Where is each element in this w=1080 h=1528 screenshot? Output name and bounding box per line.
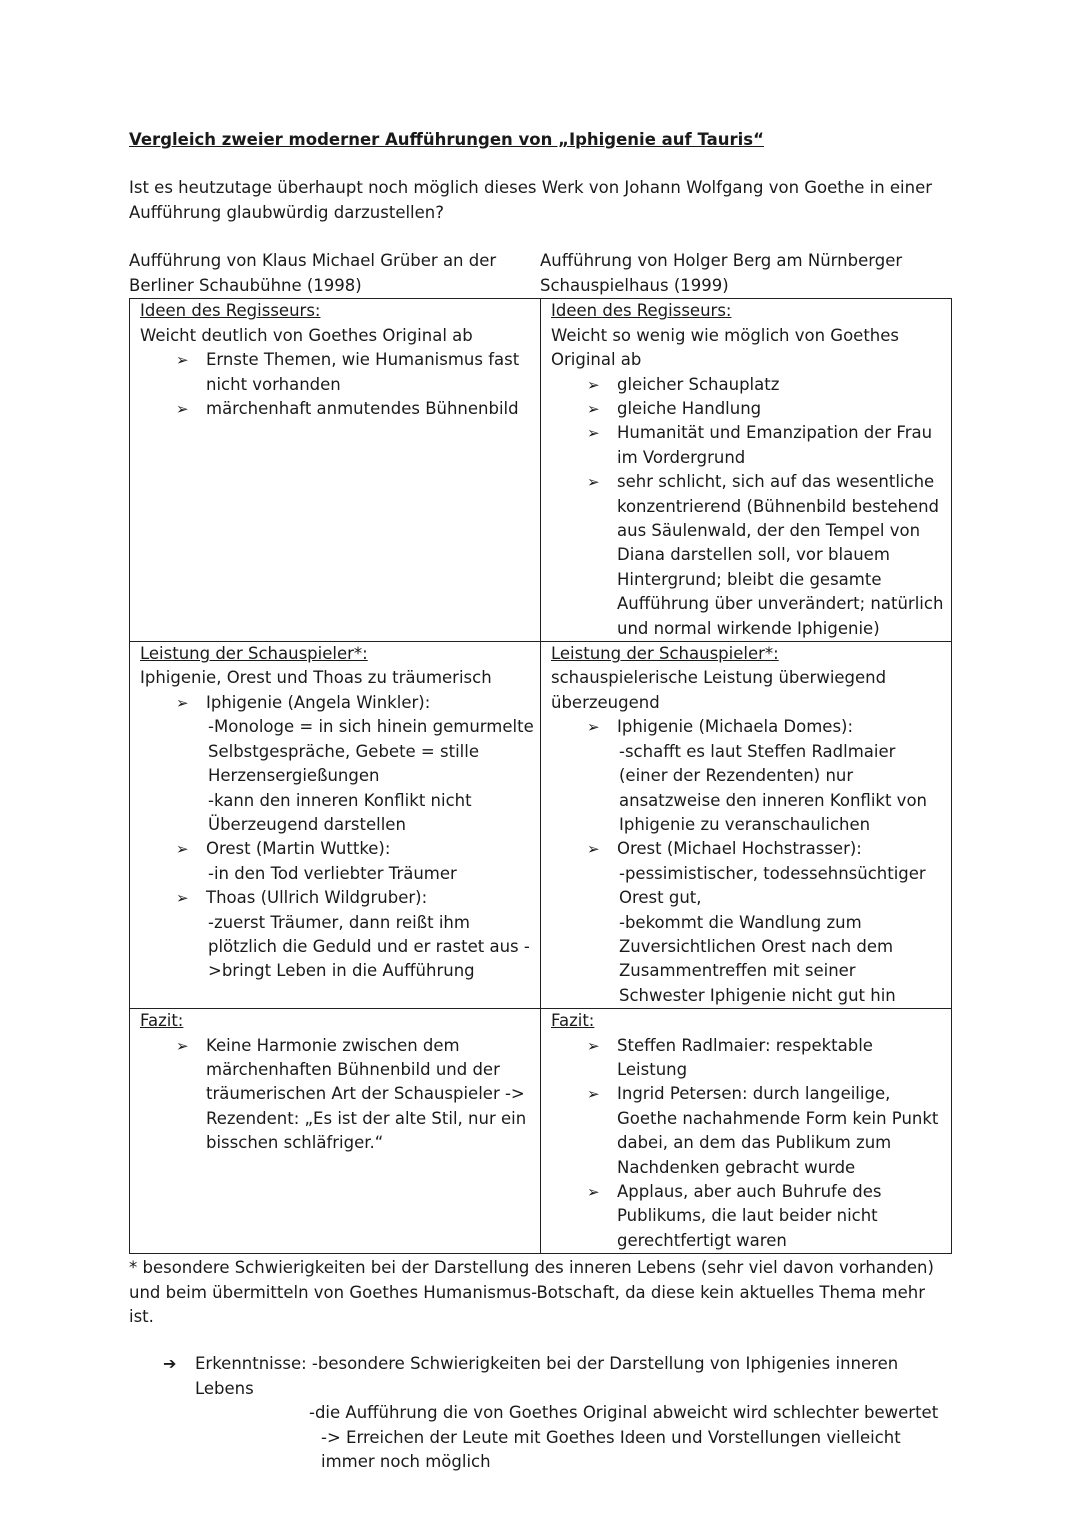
list-ideen-left — [140, 348, 534, 421]
conclusion-line: -> Erreichen der Leute mit Goethes Ideen und Vorstellungen vielleicht immer noch möglich — [321, 1427, 901, 1472]
list-item — [176, 837, 534, 886]
row-leistung — [130, 642, 952, 1009]
left-column-heading: Aufführung von Klaus Michael Grüber an der Berliner Schaubühne (1998) — [129, 251, 497, 295]
cell-leistung-left — [130, 642, 541, 1009]
list-item — [587, 837, 945, 1008]
row-ideen — [130, 299, 952, 642]
label-fazit-right: Fazit: — [551, 1011, 595, 1031]
comparison-table — [129, 298, 952, 1254]
row-fazit — [130, 1009, 952, 1254]
list-fazit-left — [140, 1034, 534, 1156]
list-item: ➢ Ernste Themen, wie Humanismus fast nicht vorhanden — [176, 348, 534, 397]
label-leistung-left: Leistung der Schauspieler*: — [140, 644, 368, 664]
column-headings — [129, 249, 952, 298]
conclusion-line: Erkenntnisse: -besondere Schwierigkeiten bei der Darstellung von Iphigenies inneren Lebens — [195, 1354, 899, 1398]
actor-note: -bekommt die Wandlung zum Zuversichtlichen Orest nach dem Zusammentreffen mit seiner Schwester Iphigenie nicht gut hin — [619, 912, 896, 1005]
actor-note: -zuerst Träumer, dann reißt ihm plötzlich die Geduld und er rastet aus ->bringt Leben in die Aufführung — [208, 912, 530, 981]
actor-note: -Monologe = in sich hinein gemurmelte Selbstgespräche, Gebete = stille Herzensergießungen — [208, 717, 534, 786]
actor-heading: Orest (Michael Hochstrasser): — [617, 839, 862, 859]
list-item: ➢ Keine Harmonie zwischen dem märchenhaften Bühnenbild und der träumerischen Art der Schauspieler -> Rezendent: „Es ist der alte Stil, nur ein bisschen schläfriger.“ — [176, 1034, 534, 1156]
list-item: ➢ gleicher Schauplatz — [587, 373, 945, 397]
right-column-heading: Aufführung von Holger Berg am Nürnberger Schauspielhaus (1999) — [540, 251, 903, 295]
cell-leistung-right — [541, 642, 952, 1009]
list-item — [587, 715, 945, 837]
list-item — [176, 691, 534, 837]
list-item — [176, 886, 534, 984]
question-paragraph: Ist es heutzutage überhaupt noch möglich dieses Werk von Johann Wolfgang von Goethe in einer Aufführung glaubwürdig darzustellen? — [129, 178, 933, 222]
cell-fazit-left — [130, 1009, 541, 1254]
cell-fazit-right — [541, 1009, 952, 1254]
actor-heading: Iphigenie (Angela Winkler): — [206, 692, 431, 712]
intro-leistung-left: Iphigenie, Orest und Thoas zu träumerisch — [140, 668, 492, 688]
label-fazit-left: Fazit: — [140, 1011, 184, 1031]
document-title: Vergleich zweier moderner Aufführungen von „Iphigenie auf Tauris“ — [129, 130, 764, 149]
list-item: ➢ märchenhaft anmutendes Bühnenbild — [176, 397, 534, 421]
actor-note: -in den Tod verliebter Träumer — [208, 863, 457, 883]
actor-heading: Thoas (Ullrich Wildgruber): — [206, 888, 428, 908]
conclusion-line: -die Aufführung die von Goethes Original abweicht wird schlechter bewertet — [309, 1403, 939, 1423]
list-item: ➢ gleiche Handlung — [587, 397, 945, 421]
cell-ideen-left — [130, 299, 541, 642]
list-item: ➢ Ingrid Petersen: durch langeilige, Goethe nachahmende Form kein Punkt dabei, an dem das Publikum zum Nachdenken gebracht wurde — [587, 1082, 945, 1180]
list-leistung-right — [551, 715, 945, 1008]
list-item: ➢ Steffen Radlmaier: respektable Leistung — [587, 1034, 945, 1083]
list-item: ➢ Humanität und Emanzipation der Frau im Vordergrund — [587, 421, 945, 470]
list-ideen-right — [551, 373, 945, 641]
label-ideen-right: Ideen des Regisseurs: — [551, 301, 732, 321]
list-item: ➢ sehr schlicht, sich auf das wesentliche konzentrierend (Bühnenbild bestehend aus Säulenwald, der den Tempel von Diana darstellen soll, vor blauem Hintergrund; bleibt die gesamte Aufführung über unverändert; natürlich und normal wirkende Iphigenie) — [587, 470, 945, 641]
label-ideen-left: Ideen des Regisseurs: — [140, 301, 321, 321]
actor-note: -schafft es laut Steffen Radlmaier (einer der Rezendenten) nur ansatzweise den inneren Konflikt von Iphigenie zu veranschaulichen — [619, 741, 927, 834]
label-leistung-right: Leistung der Schauspieler*: — [551, 644, 779, 664]
arrow-right-icon: ➔ — [163, 1354, 177, 1373]
list-leistung-left — [140, 691, 534, 984]
list-fazit-right — [551, 1034, 945, 1254]
intro-ideen-right: Weicht so wenig wie möglich von Goethes Original ab — [551, 325, 899, 370]
intro-ideen-left: Weicht deutlich von Goethes Original ab — [140, 325, 473, 345]
cell-ideen-right — [541, 299, 952, 642]
actor-heading: Orest (Martin Wuttke): — [206, 839, 391, 859]
footnote: * besondere Schwierigkeiten bei der Darstellung des inneren Lebens (sehr viel davon vorhanden) und beim übermitteln von Goethes Humanismus-Botschaft, da diese kein aktuelles Thema mehr ist. — [129, 1258, 934, 1327]
intro-leistung-right: schauspielerische Leistung überwiegend überzeugend — [551, 668, 887, 712]
conclusion — [129, 1352, 952, 1475]
list-item: ➢ Applaus, aber auch Buhrufe des Publikums, die laut beider nicht gerechtfertigt waren — [587, 1180, 945, 1253]
actor-note: -kann den inneren Konflikt nicht Überzeugend darstellen — [208, 790, 472, 834]
actor-heading: Iphigenie (Michaela Domes): — [617, 717, 854, 737]
actor-note: -pessimistischer, todessehnsüchtiger Orest gut, — [619, 863, 926, 908]
document-page — [129, 126, 952, 1475]
